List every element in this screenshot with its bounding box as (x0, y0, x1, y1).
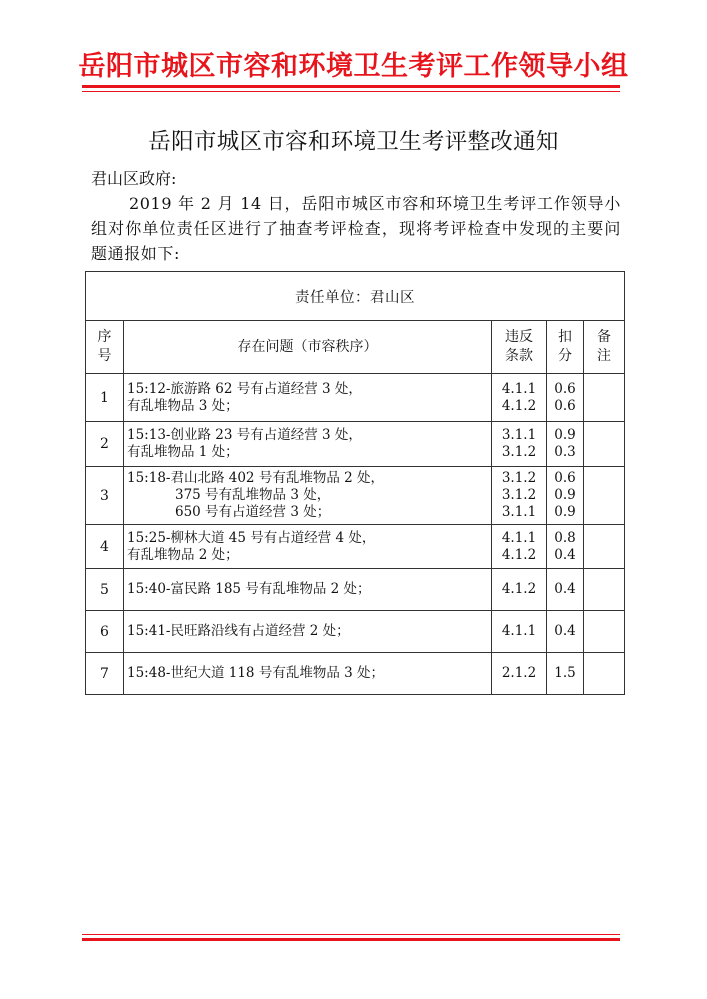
row-remark (584, 525, 625, 569)
row-deductions: 0.4 (547, 611, 584, 653)
row-clauses: 4.1.1 (492, 611, 547, 653)
row-clauses: 3.1.1 3.1.2 (492, 422, 547, 467)
row-problem: 15:18-君山北路 402 号有乱堆物品 2 处， 375 号有乱堆物品 3 处， 650 号有占道经营 3 处； (124, 467, 492, 525)
row-problem: 15:12-旅游路 62 号有占道经营 3 处， 有乱堆物品 3 处； (124, 374, 492, 422)
intro-paragraph: 2019 年 2 月 14 日，岳阳市城区市容和环境卫生考评工作领导小组对你单位责任区进行了抽查考评检查，现将考评检查中发现的主要问题通报如下: (91, 194, 621, 263)
row-seq: 2 (86, 422, 124, 467)
row-deductions: 0.8 0.4 (547, 525, 584, 569)
table-row (86, 422, 625, 467)
table-row (86, 611, 625, 653)
org-header-title: 岳阳市城区市容和环境卫生考评工作领导小组 (78, 51, 629, 82)
row-problem: 15:13-创业路 23 号有占道经营 3 处， 有乱堆物品 1 处； (124, 422, 492, 467)
header-problem: 存在问题（市容秩序） (124, 321, 492, 374)
row-remark (584, 653, 625, 695)
row-deductions: 0.6 0.9 0.9 (547, 467, 584, 525)
table-header-row (86, 321, 625, 374)
row-seq: 5 (86, 569, 124, 611)
row-deductions: 0.6 0.6 (547, 374, 584, 422)
row-seq: 4 (86, 525, 124, 569)
row-problem: 15:25-柳林大道 45 号有占道经营 4 处， 有乱堆物品 2 处； (124, 525, 492, 569)
row-problem: 15:40-富民路 185 号有乱堆物品 2 处； (124, 569, 492, 611)
header-rule-thick (82, 85, 620, 88)
row-remark (584, 374, 625, 422)
footer-rule-thin (82, 934, 620, 935)
salutation: 君山区政府: (91, 169, 177, 188)
header-remark: 备 注 (584, 321, 625, 374)
unit-row (86, 272, 625, 321)
row-remark (584, 611, 625, 653)
header-clause: 违反 条款 (492, 321, 547, 374)
table-row (86, 525, 625, 569)
header-rule-thin (82, 91, 620, 92)
row-remark (584, 569, 625, 611)
issues-table (85, 271, 625, 695)
row-clauses: 2.1.2 (492, 653, 547, 695)
row-clauses: 3.1.2 3.1.2 3.1.1 (492, 467, 547, 525)
header-deduct: 扣 分 (547, 321, 584, 374)
table-row (86, 569, 625, 611)
row-clauses: 4.1.1 4.1.2 (492, 525, 547, 569)
row-seq: 7 (86, 653, 124, 695)
row-deductions: 0.4 (547, 569, 584, 611)
row-problem: 15:41-民旺路沿线有占道经营 2 处； (124, 611, 492, 653)
row-deductions: 0.9 0.3 (547, 422, 584, 467)
responsible-unit: 责任单位：君山区 (86, 272, 625, 321)
row-clauses: 4.1.1 4.1.2 (492, 374, 547, 422)
row-seq: 6 (86, 611, 124, 653)
table-row (86, 467, 625, 525)
header-seq: 序 号 (86, 321, 124, 374)
notice-title: 岳阳市城区市容和环境卫生考评整改通知 (148, 129, 559, 155)
row-clauses: 4.1.2 (492, 569, 547, 611)
row-problem: 15:48-世纪大道 118 号有乱堆物品 3 处； (124, 653, 492, 695)
footer-rule-thick (82, 938, 620, 941)
table-row (86, 374, 625, 422)
row-remark (584, 467, 625, 525)
row-seq: 1 (86, 374, 124, 422)
row-remark (584, 422, 625, 467)
table-row (86, 653, 625, 695)
row-deductions: 1.5 (547, 653, 584, 695)
row-seq: 3 (86, 467, 124, 525)
